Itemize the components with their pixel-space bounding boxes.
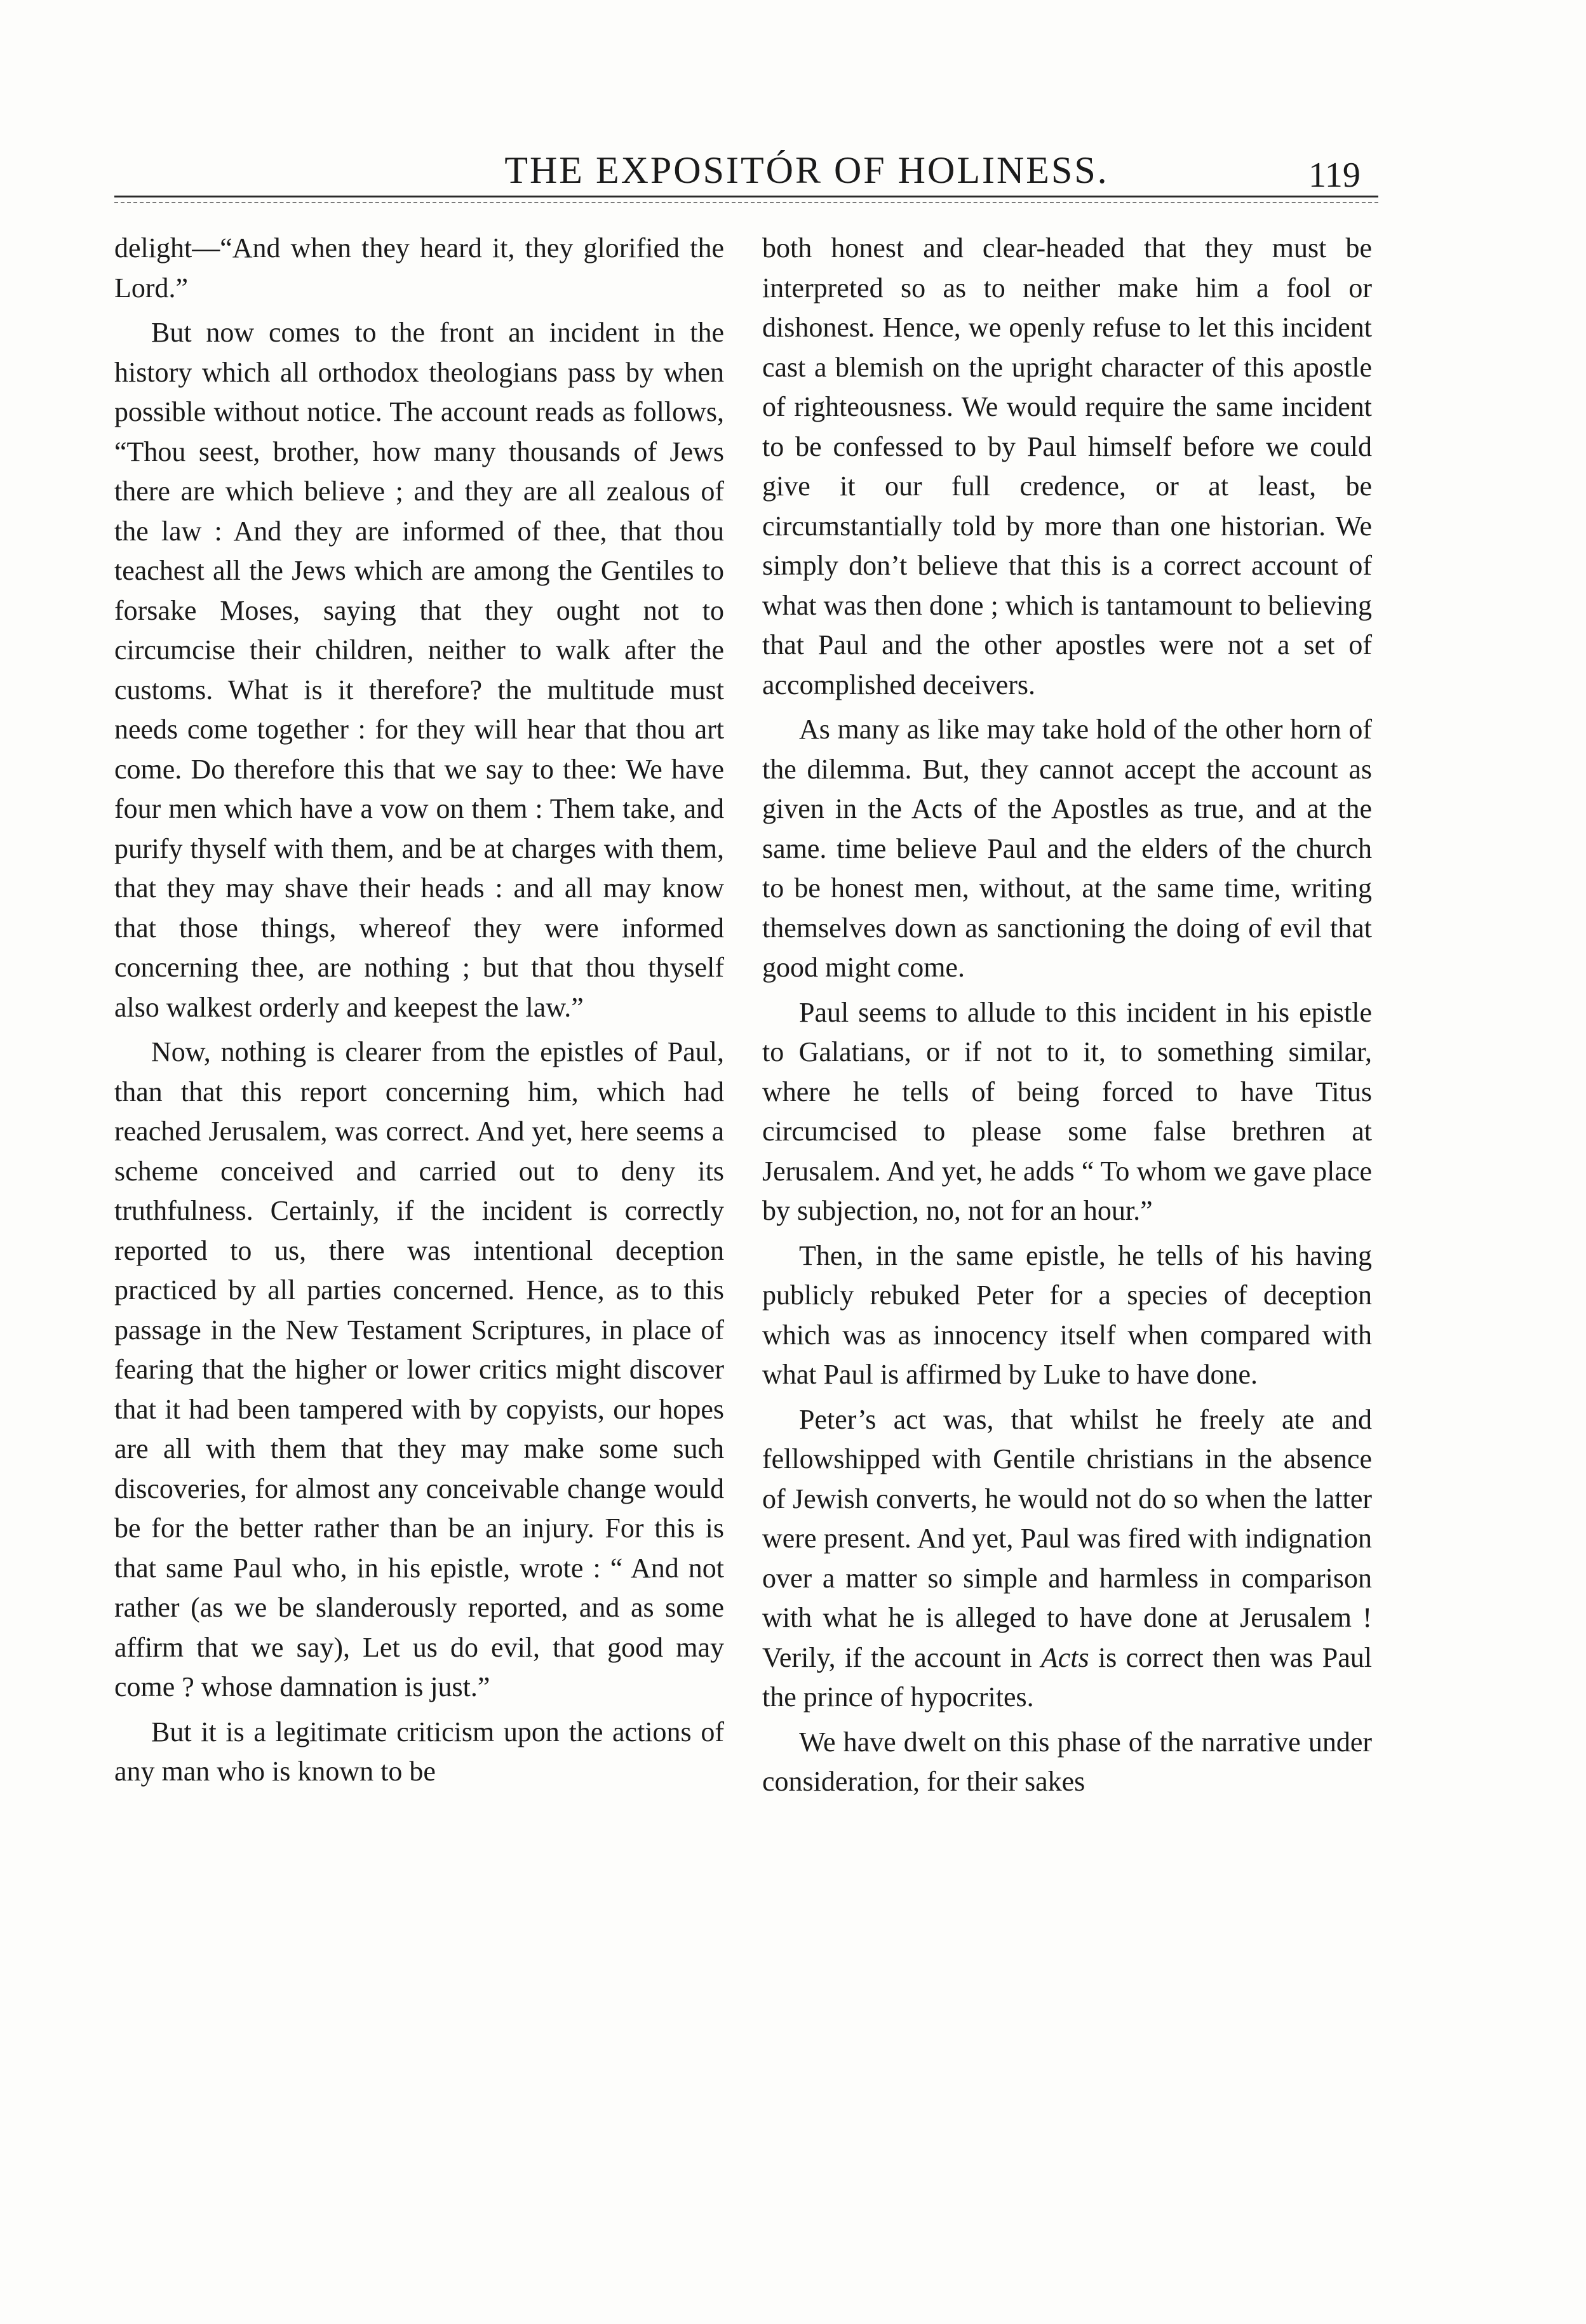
- running-head: [114, 145, 1385, 202]
- header-rule: [114, 196, 1378, 197]
- paragraph: [762, 1400, 1372, 1718]
- paragraph: both honest and clear-headed that they must be interpreted so as to neither make him a fool or dishonest. Hence, we openly refuse to let this incident cast a blemish on the upright character of this apostle of righteousness. We would require the same incident to be confessed to by Paul himself before we could give it our full credence, or at least, be circumstantially told by more than one historian. We simply don’t believe that this is a correct account of what was then done ; which is tantamount to believing that Paul and the other apostles were not a set of accomplished deceivers.: [762, 232, 1372, 700]
- paragraph: But now comes to the front an incident in the history which all orthodox theologians pass by when possible without notice. The account reads as follows, “Thou seest, brother, how many thousands of Jews there are which believe ; and they are all zealous of the law : And they are informed of thee, that thou teachest all the Jews which are among the Gentiles to forsake Moses, saying that they ought not to circumcise their children, neither to walk after the customs. What is it therefore? the multitude must needs come together : for they will hear that thou art come. Do therefore this that we say to thee: We have four men which have a vow on them : Them take, and purify thyself with them, and be at charges with them, that they may shave their heads : and all may know that those things, whereof they were informed concerning thee, are nothing ; but that thou thyself also walkest orderly and keepest the law.”: [114, 317, 724, 1023]
- paragraph: Now, nothing is clearer from the epistles of Paul, than that this report concerning him, which had reached Jerusalem, was correct. And yet, here seems a scheme conceived and carried out to deny its truthfulness. Certainly, if the incident is correctly reported to us, there was intentional deception practiced by all parties concerned. Hence, as to this passage in the New Testament Scriptures, in place of fearing that the higher or lower critics might discover that it had been tampered with by copyists, our hopes are all with them that they may make some such discoveries, for almost any conceivable change would be for the better rather than be an injury. For this is that same Paul who, in his epistle, wrote : “ And not rather (as we be slanderously reported, and as some affirm that we say), Let us do evil, that good may come ? whose damnation is just.”: [114, 1036, 724, 1702]
- paragraph: Paul seems to allude to this incident in his epistle to Galatians, or if not to it, to something similar, where he tells of being forced to have Titus circumcised to please some false brethren at Jerusalem. And yet, he adds “ To whom we gave place by subjection, no, not for an hour.”: [762, 996, 1372, 1226]
- page-number: 119: [1308, 156, 1361, 195]
- paragraph: Then, in the same epistle, he tells of his having publicly rebuked Peter for a species of deception which was as innocency itself when compared with what Paul is affirmed by Luke to have done.: [762, 1239, 1372, 1390]
- left-column: [114, 229, 724, 1797]
- paragraph: As many as like may take hold of the other horn of the dilemma. But, they cannot accept the account as given in the Acts of the Apostles as true, and at the same. time believe Paul and the elders of the church to be honest men, without, at the same time, writing themselves down as sanctioning the doing of evil that good might come.: [762, 714, 1372, 983]
- paragraph: We have dwelt on this phase of the narrative under consideration, for their sakes: [762, 1726, 1372, 1797]
- running-title: THE EXPOSITÓR OF HOLINESS.: [504, 149, 1109, 191]
- paragraph-text: is correct then was Paul the prince of hypocrites.: [762, 1641, 1373, 1713]
- paragraph: delight—“And when they heard it, they glorified the Lord.”: [114, 232, 724, 304]
- paragraph-text: Peter’s act was, that whilst he freely ate and fellowshipped with Gentile christians in the absence of Jewish converts, he would not do so when the latter were present. And yet, Paul was fired with indignation over a matter so simple and harmless in comparison with what he is alleged to have done at Jerusalem ! Verily, if the account in: [762, 1403, 1372, 1673]
- header-rule-dashed: [114, 202, 1378, 203]
- right-column: [762, 229, 1372, 1807]
- paragraph: But it is a legitimate criticism upon the actions of any man who is known to be: [114, 1716, 724, 1787]
- acts-italic: Acts: [1040, 1641, 1089, 1673]
